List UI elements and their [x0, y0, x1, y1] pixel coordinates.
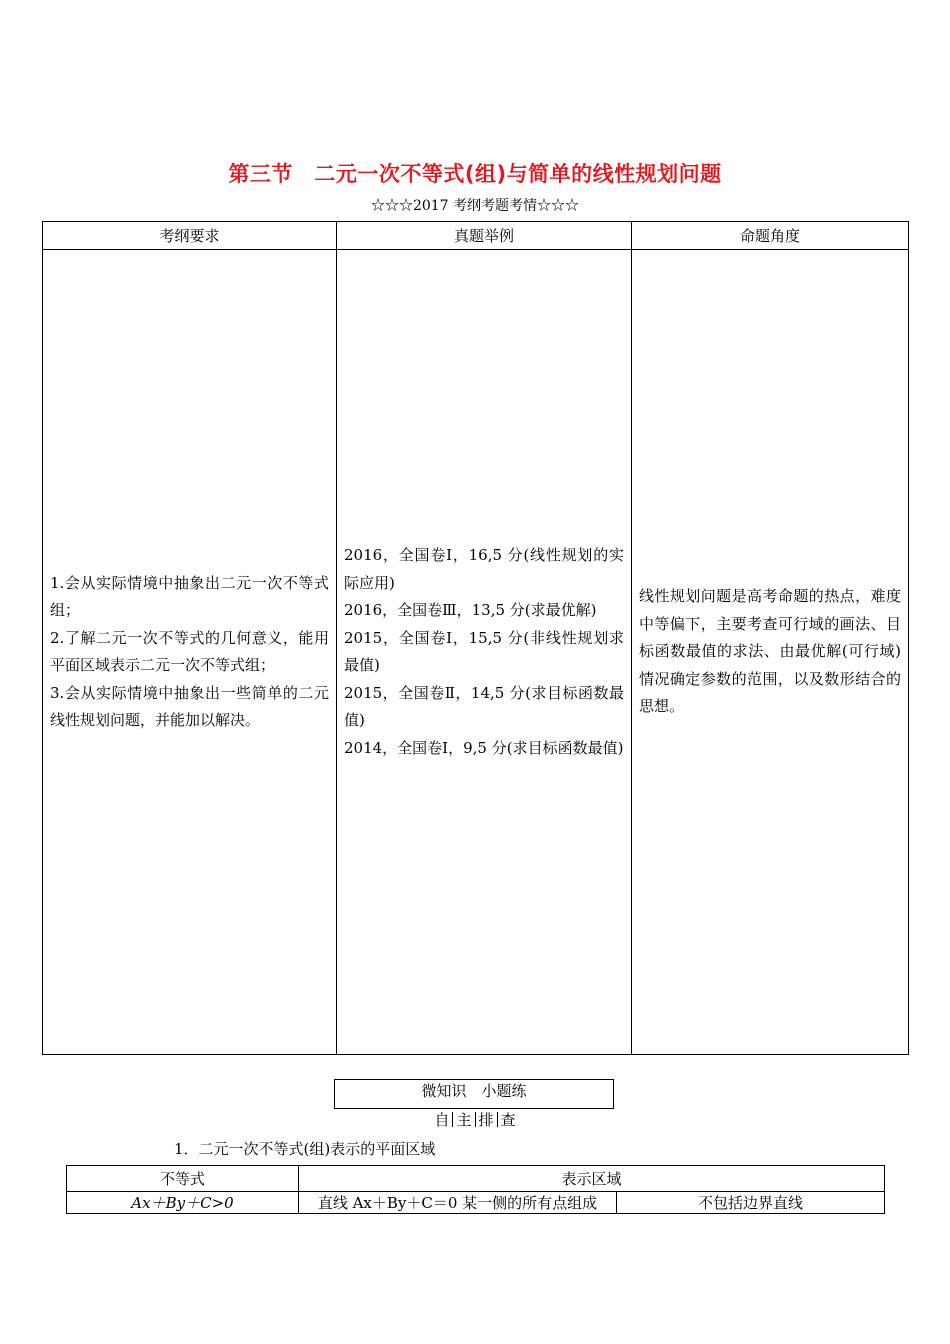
header-angle: 命题角度 [632, 222, 909, 250]
requirement-item: 1.会从实际情境中抽象出二元一次不等式组； [50, 573, 329, 619]
example-item: 2015，全国卷Ⅰ，15,5 分(非线性规划求最值) [344, 628, 624, 674]
self-check-label [0, 1110, 950, 1130]
header-region: 表示区域 [299, 1166, 885, 1192]
table-header-row [43, 222, 909, 250]
table-header-row [67, 1166, 885, 1192]
requirements-cell [43, 250, 337, 1055]
self-check-char: 自 [434, 1111, 450, 1129]
separator [497, 1112, 498, 1127]
table-row [43, 250, 909, 1055]
angle-cell [632, 250, 909, 1055]
examples-cell [337, 250, 632, 1055]
page-subtitle: ☆☆☆2017 考纲考题考情☆☆☆ [370, 198, 580, 214]
separator [475, 1112, 476, 1127]
region-table [66, 1165, 885, 1214]
region-cell: 直线 Ax＋By＋C＝0 某一侧的所有点组成 [299, 1192, 617, 1214]
header-examples: 真题举例 [337, 222, 632, 250]
requirement-item: 2.了解二元一次不等式的几何意义，能用平面区域表示二元一次不等式组； [50, 628, 329, 674]
angle-text: 线性规划问题是高考命题的热点，难度中等偏下，主要考查可行域的画法、目标函数最值的求法、由最优解(可行域)情况确定参数的范围，以及数形结合的思想。 [639, 587, 901, 716]
header-requirements: 考纲要求 [43, 222, 337, 250]
self-check-char: 查 [500, 1111, 516, 1129]
micro-knowledge-box: 微知识 小题练 [334, 1079, 614, 1109]
self-check-char: 排 [478, 1111, 494, 1129]
separator [452, 1112, 453, 1127]
section-heading: 1．二元一次不等式(组)表示的平面区域 [174, 1140, 436, 1158]
header-inequality: 不等式 [67, 1166, 299, 1192]
page-title: 第三节 二元一次不等式(组)与简单的线性规划问题 [228, 162, 722, 186]
boundary-cell: 不包括边界直线 [617, 1192, 885, 1214]
inequality-cell: Ax＋By＋C>0 [67, 1192, 299, 1214]
example-item: 2014，全国卷Ⅰ，9,5 分(求目标函数最值) [344, 738, 624, 757]
requirement-item: 3.会从实际情境中抽象出一些简单的二元线性规划问题，并能加以解决。 [50, 683, 329, 729]
example-item: 2015，全国卷Ⅱ，14,5 分(求目标函数最值) [344, 683, 624, 729]
exam-overview-table [42, 221, 909, 1055]
self-check-char: 主 [456, 1111, 472, 1129]
example-item: 2016，全国卷Ⅰ，16,5 分(线性规划的实际应用) [344, 546, 624, 592]
table-row [67, 1192, 885, 1214]
example-item: 2016，全国卷Ⅲ，13,5 分(求最优解) [344, 601, 597, 619]
